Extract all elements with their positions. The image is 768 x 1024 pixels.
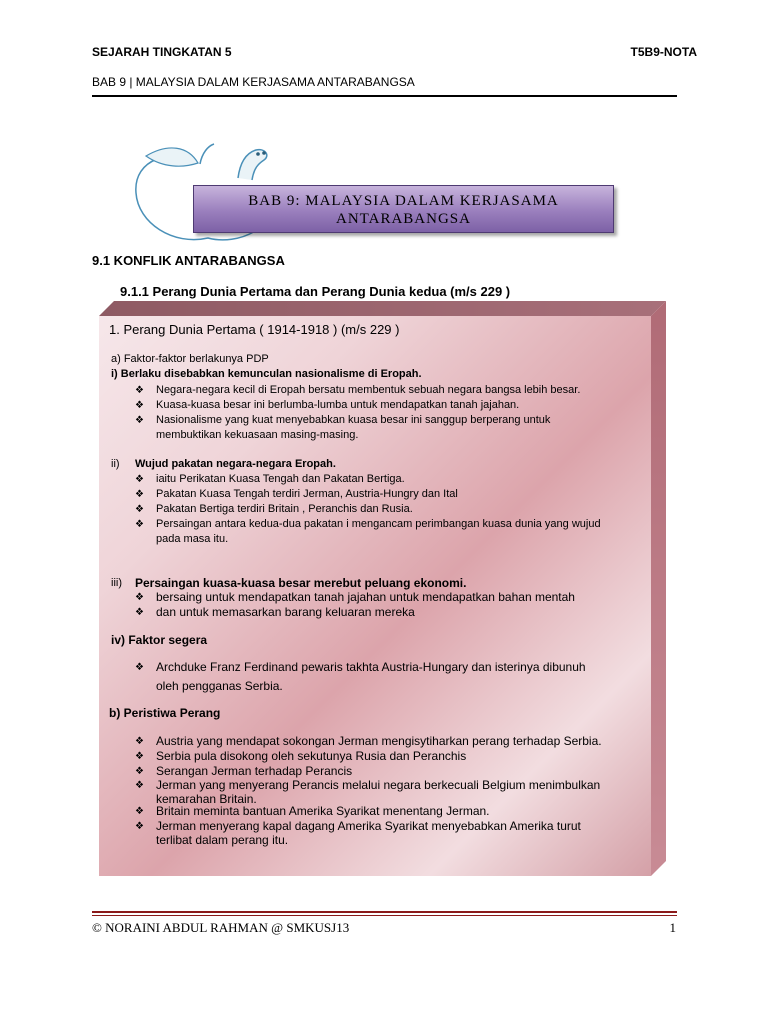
bullet-icon: ❖ — [135, 766, 144, 777]
header-chapter: BAB 9 | MALAYSIA DALAM KERJASAMA ANTARABANGSA — [92, 75, 415, 89]
factor-ii-title: Wujud pakatan negara-negara Eropah. — [135, 458, 336, 470]
factor-iii-label: iii) — [111, 577, 122, 589]
factor-i-point: Negara-negara kecil di Eropah bersatu membentuk sebuah negara bangsa lebih besar. — [156, 384, 581, 396]
header-code: T5B9-NOTA — [630, 45, 697, 59]
bullet-icon: ❖ — [135, 504, 144, 515]
box-heading: 1. Perang Dunia Pertama ( 1914-1918 ) (m/s 229 ) — [109, 322, 400, 337]
war-event-point: Jerman menyerang kapal dagang Amerika Syarikat menyebabkan Amerika turut — [156, 819, 581, 833]
header-subject: SEJARAH TINGKATAN 5 — [92, 45, 232, 59]
bullet-icon: ❖ — [135, 474, 144, 485]
bullet-icon: ❖ — [135, 662, 144, 673]
factor-ii-point: Persaingan antara kedua-dua pakatan i mengancam perimbangan kuasa dunia yang wujud — [156, 518, 601, 530]
factors-title: a) Faktor-faktor berlakunya PDP — [111, 353, 269, 365]
factor-i-point: Nasionalisme yang kuat menyebabkan kuasa besar ini sanggup berperang untuk — [156, 414, 551, 426]
bullet-icon: ❖ — [135, 489, 144, 500]
bullet-icon: ❖ — [135, 519, 144, 530]
bullet-icon: ❖ — [135, 806, 144, 817]
chapter-title-banner — [193, 185, 614, 233]
factor-ii-point: Pakatan Kuasa Tengah terdiri Jerman, Austria-Hungry dan Ital — [156, 488, 458, 500]
bullet-icon: ❖ — [135, 415, 144, 426]
bullet-icon: ❖ — [135, 385, 144, 396]
factor-iii-point: dan untuk memasarkan barang keluaran mereka — [156, 605, 415, 619]
factor-iv-title: iv) Faktor segera — [111, 633, 208, 647]
bullet-icon: ❖ — [135, 592, 144, 603]
war-event-point: Serbia pula disokong oleh sekutunya Rusia dan Peranchis — [156, 749, 467, 763]
footer-author: © NORAINI ABDUL RAHMAN @ SMKUSJ13 — [92, 920, 350, 935]
bullet-icon: ❖ — [135, 780, 144, 791]
war-events-title: b) Peristiwa Perang — [109, 706, 221, 720]
chapter-title-line2: ANTARABANGSA — [336, 211, 471, 227]
factor-iv-point: oleh pengganas Serbia. — [156, 679, 283, 693]
war-event-point: terlibat dalam perang itu. — [156, 833, 289, 847]
factor-i-point: membuktikan kekuasaan masing-masing. — [156, 429, 359, 441]
chapter-title-line1: BAB 9: MALAYSIA DALAM KERJASAMA — [248, 193, 559, 209]
bullet-icon: ❖ — [135, 751, 144, 762]
factor-ii-label: ii) — [111, 458, 120, 470]
footer-rule-thin — [92, 915, 677, 916]
war-event-point: Austria yang mendapat sokongan Jerman mengisytiharkan perang terhadap Serbia. — [156, 734, 602, 748]
bullet-icon: ❖ — [135, 400, 144, 411]
war-event-point: Serangan Jerman terhadap Perancis — [156, 764, 353, 778]
war-event-point: Jerman yang menyerang Perancis melalui negara berkecuali Belgium menimbulkan — [156, 778, 601, 792]
header-rule — [92, 95, 677, 97]
factor-iii-point: bersaing untuk mendapatkan tanah jajahan untuk mendapatkan bahan mentah — [156, 590, 575, 604]
war-event-point: Britain meminta bantuan Amerika Syarikat menentang Jerman. — [156, 804, 490, 818]
factor-i-point: Kuasa-kuasa besar ini berlumba-lumba untuk mendapatkan tanah jajahan. — [156, 399, 520, 411]
factor-iii-title: Persaingan kuasa-kuasa besar merebut peluang ekonomi. — [135, 576, 467, 590]
page-number: 1 — [669, 920, 676, 935]
subsection-title: 9.1.1 Perang Dunia Pertama dan Perang Dunia kedua (m/s 229 ) — [120, 284, 511, 299]
factor-ii-point: pada masa itu. — [156, 533, 229, 545]
factor-iv-point: Archduke Franz Ferdinand pewaris takhta Austria-Hungary dan isterinya dibunuh — [156, 660, 586, 674]
war-event-point: kemarahan Britain. — [156, 792, 257, 806]
bullet-icon: ❖ — [135, 607, 144, 618]
content-box — [99, 316, 651, 876]
box-top-face — [99, 301, 666, 316]
factor-i-title: i) Berlaku disebabkan kemunculan nasionalisme di Eropah. — [111, 368, 422, 380]
footer-rule — [92, 911, 677, 913]
box-side-face — [651, 301, 666, 876]
factor-ii-point: Pakatan Bertiga terdiri Britain , Peranchis dan Rusia. — [156, 503, 413, 515]
bullet-icon: ❖ — [135, 821, 144, 832]
section-title: 9.1 KONFLIK ANTARABANGSA — [92, 253, 285, 268]
factor-ii-point: iaitu Perikatan Kuasa Tengah dan Pakatan Bertiga. — [156, 473, 405, 485]
bullet-icon: ❖ — [135, 736, 144, 747]
